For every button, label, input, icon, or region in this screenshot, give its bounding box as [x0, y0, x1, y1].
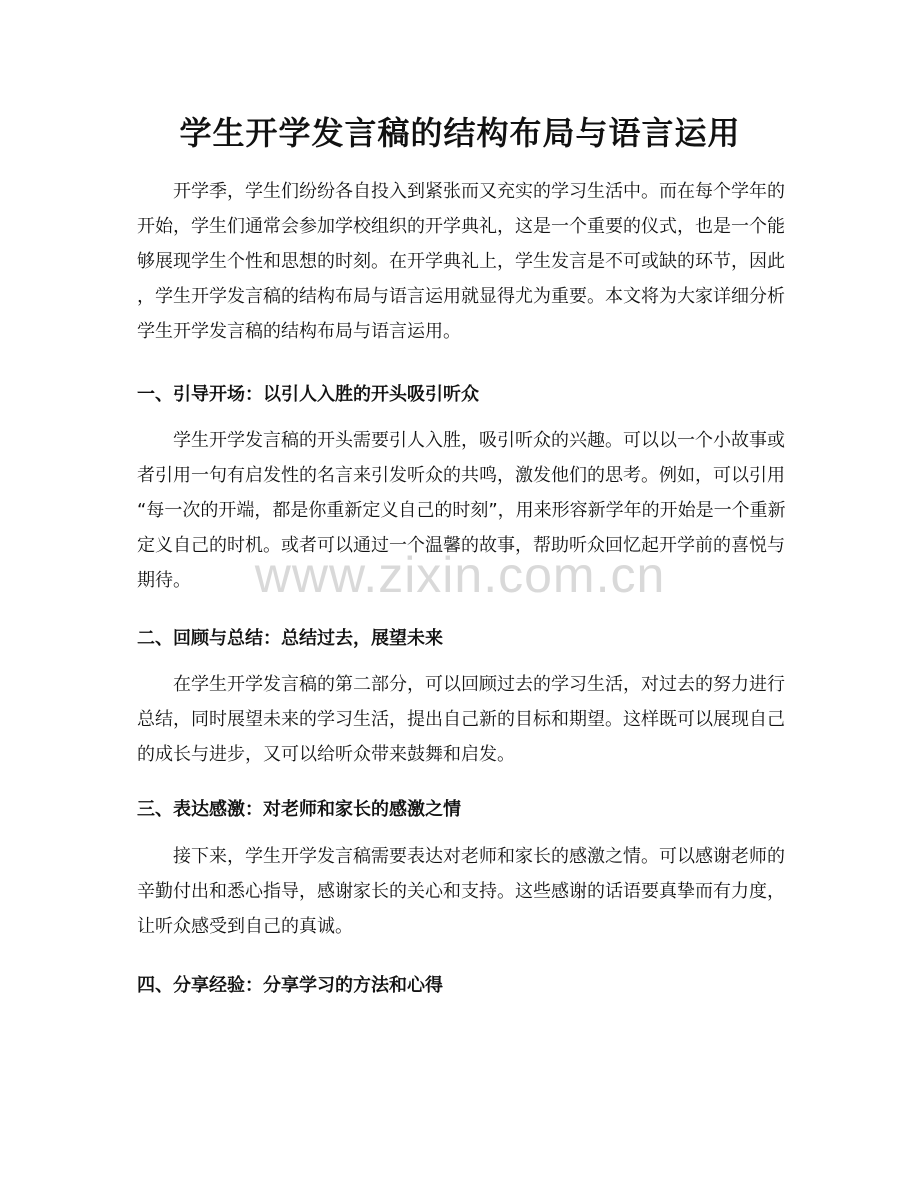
paragraph-line: 学生开学发言稿的开头需要引人入胜，吸引听众的兴趣。可以以一个小故事或 — [173, 430, 785, 451]
section-heading-3: 三、表达感激：对老师和家长的感激之情 — [137, 799, 461, 820]
paragraph-line: 接下来，学生开学发言稿需要表达对老师和家长的感激之情。可以感谢老师的 — [173, 846, 785, 867]
paragraph-line: ，学生开学发言稿的结构布局与语言运用就显得尤为重要。本文将为大家详细分析 — [137, 286, 785, 307]
paragraph-line: 开学季，学生们纷纷各自投入到紧张而又充实的学习生活中。而在每个学年的 — [173, 181, 785, 202]
section-heading-4: 四、分享经验：分享学习的方法和心得 — [137, 975, 443, 996]
paragraph-line: 学生开学发言稿的结构布局与语言运用。 — [137, 321, 461, 342]
watermark: www.zixin.com.cn — [254, 547, 666, 603]
paragraph-line: 在学生开学发言稿的第二部分，可以回顾过去的学习生活，对过去的努力进行 — [173, 674, 785, 695]
paragraph-line: 开始，学生们通常会参加学校组织的开学典礼，这是一个重要的仪式，也是一个能 — [137, 216, 785, 237]
paragraph-3 — [137, 839, 785, 944]
paragraph-2 — [137, 667, 785, 772]
paragraph-line: 定义自己的时机。或者可以通过一个温馨的故事，帮助听众回忆起开学前的喜悦与 — [137, 535, 785, 556]
paragraph-line: “每一次的开端，都是你重新定义自己的时刻”，用来形容新学年的开始是一个重新 — [137, 500, 786, 521]
paragraph-line: 让听众感受到自己的真诚。 — [137, 916, 353, 937]
paragraph-line: 的成长与进步，又可以给听众带来鼓舞和启发。 — [137, 744, 515, 765]
paragraph-line: 者引用一句有启发性的名言来引发听众的共鸣，激发他们的思考。例如，可以引用 — [137, 465, 785, 486]
paragraph-line: 总结，同时展望未来的学习生活，提出自己新的目标和期望。这样既可以展现自己 — [137, 709, 785, 730]
section-heading-2: 二、回顾与总结：总结过去，展望未来 — [137, 628, 443, 649]
document-title: 学生开学发言稿的结构布局与语言运用 — [179, 114, 741, 152]
paragraph-line: 期待。 — [137, 570, 191, 591]
paragraph-line: 够展现学生个性和思想的时刻。在开学典礼上，学生发言是不可或缺的环节，因此 — [137, 251, 785, 272]
section-heading-1: 一、引导开场：以引人入胜的开头吸引听众 — [137, 384, 479, 405]
paragraph-intro — [137, 174, 785, 349]
paragraph-line: 辛勤付出和悉心指导，感谢家长的关心和支持。这些感谢的话语要真挚而有力度， — [137, 881, 785, 902]
